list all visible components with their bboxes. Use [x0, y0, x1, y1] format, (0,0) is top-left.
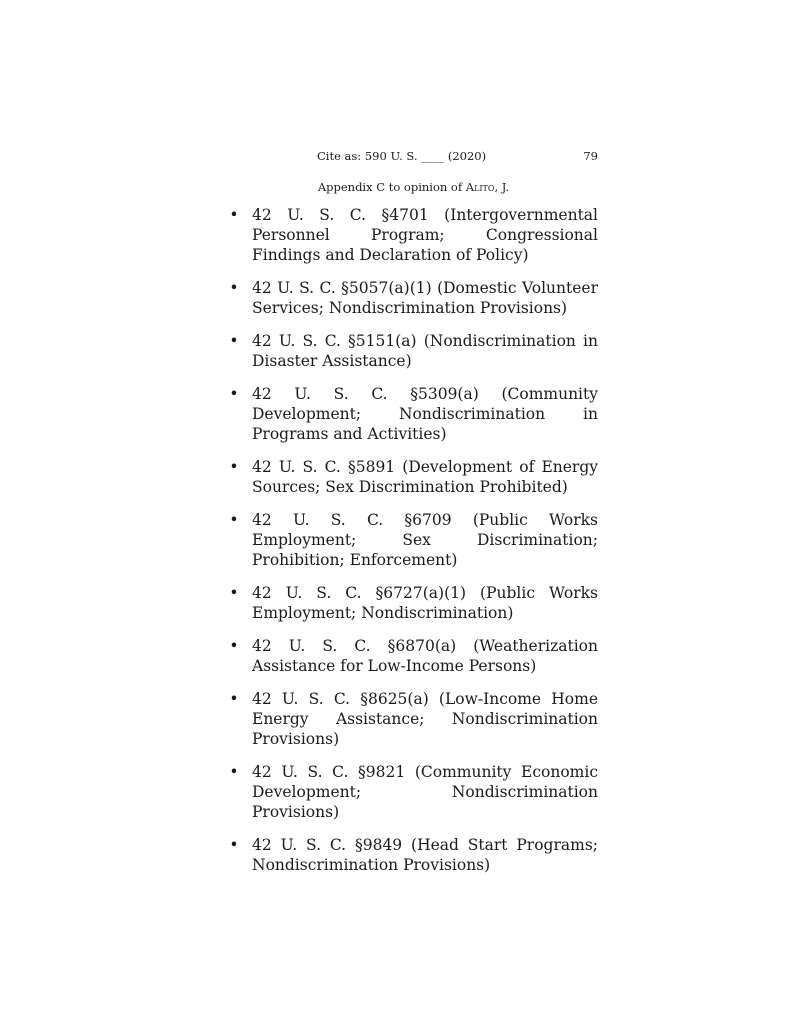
- bullet-icon: •: [229, 332, 239, 350]
- list-item-text: 42 U. S. C. §6727(a)(1) (Public Works Employment; Nondiscrimination): [252, 584, 598, 622]
- list-item: [229, 331, 598, 371]
- list-item-text: 42 U. S. C. §6870(a) (Weatherization Assistance for Low-Income Persons): [252, 637, 598, 675]
- page-number: 79: [583, 149, 598, 163]
- list-item-text: 42 U. S. C. §9821 (Community Economic Development; Nondiscrimination Provisions): [252, 763, 598, 821]
- list-item-text: 42 U. S. C. §6709 (Public Works Employment; Sex Discrimination; Prohibition; Enforcement): [252, 511, 598, 569]
- bullet-icon: •: [229, 690, 239, 708]
- justice-name: Alito: [465, 180, 495, 194]
- bullet-icon: •: [229, 206, 239, 224]
- list-item-text: 42 U. S. C. §5891 (Development of Energy Sources; Sex Discrimination Prohibited): [252, 458, 598, 496]
- bullet-icon: •: [229, 637, 239, 655]
- list-item-text: 42 U. S. C. §5057(a)(1) (Domestic Volunteer Services; Nondiscrimination Provisions): [252, 279, 598, 317]
- bullet-icon: •: [229, 763, 239, 781]
- list-item: [229, 835, 598, 875]
- list-item: [229, 384, 598, 444]
- list-item: [229, 636, 598, 676]
- bullet-icon: •: [229, 584, 239, 602]
- bullet-icon: •: [229, 511, 239, 529]
- list-item: [229, 762, 598, 822]
- list-item-text: 42 U. S. C. §4701 (Intergovernmental Personnel Program; Congressional Findings and Declaration of Policy): [252, 206, 598, 264]
- list-item: [229, 278, 598, 318]
- bullet-icon: •: [229, 385, 239, 403]
- bullet-icon: •: [229, 836, 239, 854]
- list-item-text: 42 U. S. C. §8625(a) (Low-Income Home Energy Assistance; Nondiscrimination Provisions): [252, 690, 598, 748]
- bullet-icon: •: [229, 279, 239, 297]
- list-item: [229, 205, 598, 265]
- running-head: [229, 149, 598, 165]
- bullet-icon: •: [229, 458, 239, 476]
- list-item: [229, 457, 598, 497]
- list-item-text: 42 U. S. C. §5151(a) (Nondiscrimination in Disaster Assistance): [252, 332, 598, 370]
- list-item: [229, 689, 598, 749]
- statute-list: [229, 205, 598, 888]
- appendix-heading-prefix: Appendix C to opinion of: [317, 180, 466, 194]
- appendix-heading-suffix: , J.: [494, 180, 510, 194]
- citation: Cite as: 590 U. S. ____ (2020): [317, 149, 487, 163]
- list-item: [229, 583, 598, 623]
- list-item-text: 42 U. S. C. §9849 (Head Start Programs; Nondiscrimination Provisions): [252, 836, 598, 874]
- list-item: [229, 510, 598, 570]
- appendix-heading: [229, 180, 598, 194]
- list-item-text: 42 U. S. C. §5309(a) (Community Development; Nondiscrimination in Programs and Activities): [252, 385, 598, 443]
